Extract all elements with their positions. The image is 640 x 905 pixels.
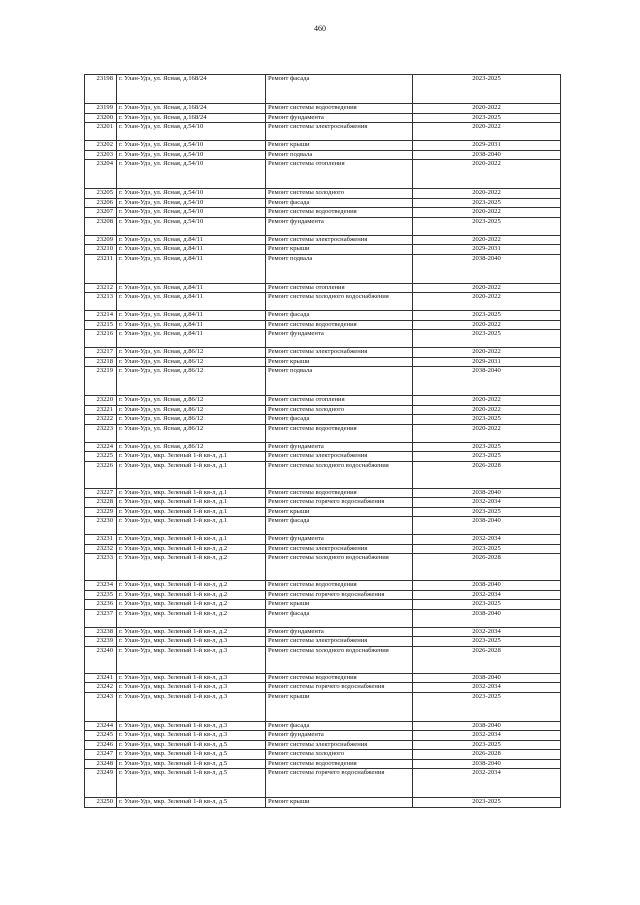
period-cell: 2032-2034 [413,731,561,741]
table-row [85,348,561,358]
period-cell: 2023-2025 [413,311,561,321]
work-type-cell: Ремонт системы водоотведения [266,488,413,498]
table-row [85,357,561,367]
table-row [85,750,561,760]
row-number-cell: 23248 [85,759,117,769]
address-cell: г. Улан-Удэ, ул. Ясная, д.86/12 [117,415,266,425]
address-cell: г. Улан-Удэ, мкр. Зеленый 1-й кв-л, д.2 [117,627,266,637]
table-row [85,488,561,498]
work-type-cell: Ремонт системы холодного [266,405,413,415]
table-row [85,245,561,255]
row-number-cell: 23229 [85,507,117,517]
work-type-cell: Ремонт системы горячего водоснабжения [266,498,413,508]
table-row [85,141,561,151]
table-row [85,498,561,508]
address-cell: г. Улан-Удэ, ул. Ясная, д.54/10 [117,217,266,235]
table-row [85,769,561,798]
table-row [85,330,561,348]
address-cell: г. Улан-Удэ, ул. Ясная, д.54/10 [117,141,266,151]
work-type-cell: Ремонт системы электроснабжения [266,123,413,141]
period-cell: 2020-2022 [413,283,561,293]
table-row [85,627,561,637]
row-number-cell: 23206 [85,198,117,208]
period-cell: 2038-2040 [413,488,561,498]
address-cell: г. Улан-Удэ, мкр. Зеленый 1-й кв-л, д.2 [117,600,266,610]
work-type-cell: Ремонт системы водоотведения [266,424,413,442]
address-cell: г. Улан-Удэ, мкр. Зеленый 1-й кв-л, д.3 [117,673,266,683]
row-number-cell: 23227 [85,488,117,498]
table-row [85,683,561,693]
period-cell: 2020-2022 [413,424,561,442]
address-cell: г. Улан-Удэ, ул. Ясная, д.54/10 [117,208,266,218]
address-cell: г. Улан-Удэ, ул. Ясная, д.86/12 [117,442,266,452]
row-number-cell: 23239 [85,637,117,647]
work-type-cell: Ремонт подвала [266,150,413,160]
row-number-cell: 23218 [85,357,117,367]
table-row [85,208,561,218]
table-row [85,150,561,160]
work-type-cell: Ремонт системы холодного водоснабжения [266,646,413,673]
period-cell: 2032-2034 [413,535,561,545]
row-number-cell: 23247 [85,750,117,760]
row-number-cell: 23241 [85,673,117,683]
address-cell: г. Улан-Удэ, мкр. Зеленый 1-й кв-л, д.3 [117,721,266,731]
row-number-cell: 23240 [85,646,117,673]
address-cell: г. Улан-Удэ, мкр. Зеленый 1-й кв-л, д.1 [117,535,266,545]
repair-schedule-table [84,74,561,808]
row-number-cell: 23207 [85,208,117,218]
table-row [85,424,561,442]
work-type-cell: Ремонт фундамента [266,627,413,637]
period-cell: 2020-2022 [413,348,561,358]
address-cell: г. Улан-Удэ, мкр. Зеленый 1-й кв-л, д.5 [117,750,266,760]
address-cell: г. Улан-Удэ, ул. Ясная, д.84/11 [117,311,266,321]
table-row [85,452,561,462]
address-cell: г. Улан-Удэ, мкр. Зеленый 1-й кв-л, д.2 [117,590,266,600]
table-row [85,293,561,311]
address-cell: г. Улан-Удэ, мкр. Зеленый 1-й кв-л, д.2 [117,544,266,554]
row-number-cell: 23238 [85,627,117,637]
row-number-cell: 23211 [85,254,117,283]
row-number-cell: 23215 [85,320,117,330]
row-number-cell: 23249 [85,769,117,798]
period-cell: 2038-2040 [413,759,561,769]
address-cell: г. Улан-Удэ, мкр. Зеленый 1-й кв-л, д.2 [117,554,266,581]
work-type-cell: Ремонт системы водоотведения [266,673,413,683]
row-number-cell: 23219 [85,367,117,396]
period-cell: 2020-2022 [413,293,561,311]
work-type-cell: Ремонт фасада [266,311,413,321]
work-type-cell: Ремонт системы холодного водоснабжения [266,461,413,488]
address-cell: г. Улан-Удэ, ул. Ясная, д.54/10 [117,198,266,208]
row-number-cell: 23222 [85,415,117,425]
table-row [85,415,561,425]
period-cell: 2038-2040 [413,581,561,591]
table-row [85,396,561,406]
page-number: 460 [314,24,326,33]
table-row [85,113,561,123]
row-number-cell: 23236 [85,600,117,610]
table-row [85,320,561,330]
row-number-cell: 23212 [85,283,117,293]
table-row [85,759,561,769]
period-cell: 2023-2025 [413,330,561,348]
address-cell: г. Улан-Удэ, мкр. Зеленый 1-й кв-л, д.1 [117,507,266,517]
row-number-cell: 23216 [85,330,117,348]
row-number-cell: 23235 [85,590,117,600]
work-type-cell: Ремонт подвала [266,254,413,283]
table-row [85,731,561,741]
period-cell: 2038-2040 [413,517,561,535]
row-number-cell: 23225 [85,452,117,462]
row-number-cell: 23244 [85,721,117,731]
address-cell: г. Улан-Удэ, мкр. Зеленый 1-й кв-л, д.1 [117,452,266,462]
address-cell: г. Улан-Удэ, ул. Ясная, д.168/24 [117,104,266,114]
address-cell: г. Улан-Удэ, мкр. Зеленый 1-й кв-л, д.1 [117,488,266,498]
period-cell: 2020-2022 [413,405,561,415]
work-type-cell: Ремонт системы электроснабжения [266,544,413,554]
table-row [85,461,561,488]
row-number-cell: 23250 [85,798,117,808]
row-number-cell: 23224 [85,442,117,452]
period-cell: 2038-2040 [413,673,561,683]
address-cell: г. Улан-Удэ, мкр. Зеленый 1-й кв-л, д.1 [117,461,266,488]
period-cell: 2023-2025 [413,217,561,235]
row-number-cell: 23213 [85,293,117,311]
address-cell: г. Улан-Удэ, мкр. Зеленый 1-й кв-л, д.5 [117,759,266,769]
row-number-cell: 23210 [85,245,117,255]
work-type-cell: Ремонт фасада [266,415,413,425]
period-cell: 2020-2022 [413,235,561,245]
work-type-cell: Ремонт фасада [266,721,413,731]
row-number-cell: 23202 [85,141,117,151]
period-cell: 2023-2025 [413,544,561,554]
table-row [85,160,561,189]
row-number-cell: 23223 [85,424,117,442]
work-type-cell: Ремонт крыши [266,600,413,610]
table-row [85,535,561,545]
period-cell: 2023-2025 [413,637,561,647]
table-row [85,217,561,235]
row-number-cell: 23208 [85,217,117,235]
work-type-cell: Ремонт системы горячего водоснабжения [266,683,413,693]
row-number-cell: 23228 [85,498,117,508]
work-type-cell: Ремонт системы электроснабжения [266,452,413,462]
address-cell: г. Улан-Удэ, ул. Ясная, д.86/12 [117,396,266,406]
work-type-cell: Ремонт фундамента [266,113,413,123]
table-row [85,544,561,554]
table-row [85,254,561,283]
period-cell: 2020-2022 [413,189,561,199]
address-cell: г. Улан-Удэ, мкр. Зеленый 1-й кв-л, д.3 [117,646,266,673]
period-cell: 2023-2025 [413,113,561,123]
work-type-cell: Ремонт крыши [266,692,413,721]
period-cell: 2029-2031 [413,245,561,255]
work-type-cell: Ремонт фундамента [266,442,413,452]
period-cell: 2020-2022 [413,160,561,189]
address-cell: г. Улан-Удэ, мкр. Зеленый 1-й кв-л, д.5 [117,740,266,750]
work-type-cell: Ремонт системы горячего водоснабжения [266,769,413,798]
period-cell: 2032-2034 [413,498,561,508]
table-row [85,283,561,293]
row-number-cell: 23242 [85,683,117,693]
work-type-cell: Ремонт системы электроснабжения [266,637,413,647]
address-cell: г. Улан-Удэ, мкр. Зеленый 1-й кв-л, д.2 [117,609,266,627]
period-cell: 2020-2022 [413,104,561,114]
address-cell: г. Улан-Удэ, мкр. Зеленый 1-й кв-л, д.5 [117,798,266,808]
table-row [85,581,561,591]
table-row [85,104,561,114]
address-cell: г. Улан-Удэ, мкр. Зеленый 1-й кв-л, д.3 [117,637,266,647]
address-cell: г. Улан-Удэ, мкр. Зеленый 1-й кв-л, д.3 [117,731,266,741]
period-cell: 2023-2025 [413,198,561,208]
work-type-cell: Ремонт системы отопления [266,396,413,406]
row-number-cell: 23201 [85,123,117,141]
work-type-cell: Ремонт фасада [266,198,413,208]
work-type-cell: Ремонт фасада [266,75,413,104]
table-row [85,75,561,104]
address-cell: г. Улан-Удэ, ул. Ясная, д.86/12 [117,424,266,442]
period-cell: 2038-2040 [413,367,561,396]
work-type-cell: Ремонт системы холодного водоснабжения [266,293,413,311]
table-row [85,311,561,321]
row-number-cell: 23231 [85,535,117,545]
row-number-cell: 23246 [85,740,117,750]
period-cell: 2023-2025 [413,507,561,517]
row-number-cell: 23220 [85,396,117,406]
address-cell: г. Улан-Удэ, ул. Ясная, д.86/12 [117,357,266,367]
work-type-cell: Ремонт фасада [266,517,413,535]
table-row [85,721,561,731]
row-number-cell: 23245 [85,731,117,741]
work-type-cell: Ремонт крыши [266,798,413,808]
row-number-cell: 23199 [85,104,117,114]
table-row [85,600,561,610]
row-number-cell: 23198 [85,75,117,104]
row-number-cell: 23226 [85,461,117,488]
table-row [85,590,561,600]
period-cell: 2023-2025 [413,798,561,808]
table-body [85,75,561,808]
period-cell: 2038-2040 [413,721,561,731]
address-cell: г. Улан-Удэ, ул. Ясная, д.54/10 [117,123,266,141]
period-cell: 2032-2034 [413,683,561,693]
address-cell: г. Улан-Удэ, ул. Ясная, д.84/11 [117,320,266,330]
work-type-cell: Ремонт фундамента [266,217,413,235]
address-cell: г. Улан-Удэ, ул. Ясная, д.84/11 [117,254,266,283]
table-row [85,235,561,245]
work-type-cell: Ремонт крыши [266,141,413,151]
address-cell: г. Улан-Удэ, ул. Ясная, д.54/10 [117,189,266,199]
work-type-cell: Ремонт фасада [266,609,413,627]
work-type-cell: Ремонт системы электроснабжения [266,235,413,245]
address-cell: г. Улан-Удэ, мкр. Зеленый 1-й кв-л, д.3 [117,683,266,693]
period-cell: 2032-2034 [413,627,561,637]
table-row [85,637,561,647]
address-cell: г. Улан-Удэ, ул. Ясная, д.168/24 [117,113,266,123]
work-type-cell: Ремонт фундамента [266,330,413,348]
row-number-cell: 23232 [85,544,117,554]
row-number-cell: 23200 [85,113,117,123]
table-row [85,367,561,396]
period-cell: 2023-2025 [413,740,561,750]
work-type-cell: Ремонт системы водоотведения [266,104,413,114]
period-cell: 2023-2025 [413,415,561,425]
row-number-cell: 23233 [85,554,117,581]
work-type-cell: Ремонт системы водоотведения [266,208,413,218]
row-number-cell: 23204 [85,160,117,189]
row-number-cell: 23243 [85,692,117,721]
work-type-cell: Ремонт системы отопления [266,283,413,293]
work-type-cell: Ремонт крыши [266,357,413,367]
period-cell: 2026-2028 [413,554,561,581]
address-cell: г. Улан-Удэ, ул. Ясная, д.84/11 [117,245,266,255]
row-number-cell: 23214 [85,311,117,321]
period-cell: 2038-2040 [413,150,561,160]
work-type-cell: Ремонт подвала [266,367,413,396]
work-type-cell: Ремонт системы водоотведения [266,581,413,591]
table-row [85,123,561,141]
row-number-cell: 23205 [85,189,117,199]
row-number-cell: 23234 [85,581,117,591]
period-cell: 2038-2040 [413,254,561,283]
address-cell: г. Улан-Удэ, мкр. Зеленый 1-й кв-л, д.2 [117,581,266,591]
table-row [85,646,561,673]
row-number-cell: 23230 [85,517,117,535]
work-type-cell: Ремонт крыши [266,245,413,255]
address-cell: г. Улан-Удэ, мкр. Зеленый 1-й кв-л, д.3 [117,692,266,721]
table-row [85,740,561,750]
table-row [85,442,561,452]
table-row [85,189,561,199]
work-type-cell: Ремонт фундамента [266,535,413,545]
table-row [85,405,561,415]
work-type-cell: Ремонт системы отопления [266,160,413,189]
table-row [85,798,561,808]
row-number-cell: 23203 [85,150,117,160]
table-row [85,554,561,581]
period-cell: 2020-2022 [413,396,561,406]
period-cell: 2020-2022 [413,320,561,330]
address-cell: г. Улан-Удэ, ул. Ясная, д.84/11 [117,293,266,311]
table-row [85,673,561,683]
table-row [85,507,561,517]
work-type-cell: Ремонт системы электроснабжения [266,348,413,358]
period-cell: 2020-2022 [413,208,561,218]
period-cell: 2029-2031 [413,141,561,151]
period-cell: 2023-2025 [413,442,561,452]
table-row [85,692,561,721]
address-cell: г. Улан-Удэ, ул. Ясная, д.168/24 [117,75,266,104]
work-type-cell: Ремонт системы горячего водоснабжения [266,590,413,600]
work-type-cell: Ремонт крыши [266,507,413,517]
row-number-cell: 23217 [85,348,117,358]
work-type-cell: Ремонт системы электроснабжения [266,740,413,750]
period-cell: 2023-2025 [413,600,561,610]
period-cell: 2032-2034 [413,590,561,600]
row-number-cell: 23209 [85,235,117,245]
address-cell: г. Улан-Удэ, ул. Ясная, д.86/12 [117,367,266,396]
period-cell: 2032-2034 [413,769,561,798]
period-cell: 2023-2025 [413,452,561,462]
table-row [85,198,561,208]
address-cell: г. Улан-Удэ, ул. Ясная, д.84/11 [117,235,266,245]
address-cell: г. Улан-Удэ, ул. Ясная, д.84/11 [117,330,266,348]
address-cell: г. Улан-Удэ, ул. Ясная, д.54/10 [117,160,266,189]
address-cell: г. Улан-Удэ, ул. Ясная, д.86/12 [117,348,266,358]
table-row [85,517,561,535]
period-cell: 2026-2028 [413,750,561,760]
row-number-cell: 23237 [85,609,117,627]
address-cell: г. Улан-Удэ, ул. Ясная, д.84/11 [117,283,266,293]
work-type-cell: Ремонт системы холодного [266,189,413,199]
period-cell: 2020-2022 [413,123,561,141]
work-type-cell: Ремонт фундамента [266,731,413,741]
period-cell: 2029-2031 [413,357,561,367]
address-cell: г. Улан-Удэ, мкр. Зеленый 1-й кв-л, д.5 [117,769,266,798]
period-cell: 2038-2040 [413,609,561,627]
work-type-cell: Ремонт системы водоотведения [266,759,413,769]
period-cell: 2023-2025 [413,75,561,104]
period-cell: 2026-2028 [413,646,561,673]
period-cell: 2023-2025 [413,692,561,721]
period-cell: 2026-2028 [413,461,561,488]
work-type-cell: Ремонт системы холодного [266,750,413,760]
address-cell: г. Улан-Удэ, мкр. Зеленый 1-й кв-л, д.1 [117,498,266,508]
row-number-cell: 23221 [85,405,117,415]
address-cell: г. Улан-Удэ, ул. Ясная, д.86/12 [117,405,266,415]
work-type-cell: Ремонт системы водоотведения [266,320,413,330]
address-cell: г. Улан-Удэ, ул. Ясная, д.54/10 [117,150,266,160]
address-cell: г. Улан-Удэ, мкр. Зеленый 1-й кв-л, д.1 [117,517,266,535]
table-row [85,609,561,627]
work-type-cell: Ремонт системы холодного водоснабжения [266,554,413,581]
